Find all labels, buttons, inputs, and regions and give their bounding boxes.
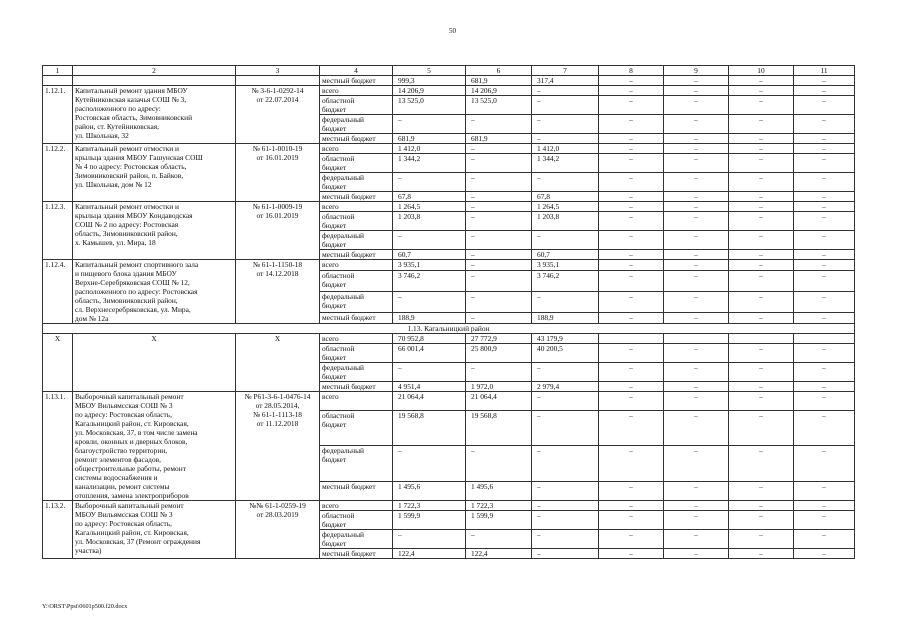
value-cell: 70 952,8 <box>393 334 466 344</box>
value-cell: – <box>729 250 794 260</box>
item-description: Капитальный ремонт спортивного зала и пищевого блока здания МБОУ Верхне-Серебряковская СОШ № 12, расположенного по адресу: Ростовская область, Зимовниковский район, сл. Верхнесеребряковская, ул. Мира, дом № 12а <box>73 260 236 324</box>
value-cell: – <box>729 549 794 559</box>
value-cell: – <box>664 115 729 134</box>
item-description: Капитальный ремонт отмостки и крыльца здания МБОУ Кондаводская СОШ № 2 по адресу: Ростовская область, Зимовниковский район, х. Камышев, ул. Мира, 18 <box>73 202 236 260</box>
value-cell: – <box>466 446 532 482</box>
value-cell: 188,9 <box>393 312 466 323</box>
value-cell: – <box>599 291 664 312</box>
budget-type-label: федеральный бюджет <box>320 446 393 482</box>
value-cell: 122,4 <box>466 549 532 559</box>
value-cell: – <box>466 271 532 292</box>
value-cell: 1 722,3 <box>393 501 466 511</box>
item-description: Капитальный ремонт здания МБОУ Кутейниковская казачья СОШ № 3, расположенного по адресу: Ростовская область, Зимовниковский район, ст. Кутейниковская, ул. Школьная, 32 <box>73 86 236 144</box>
value-cell <box>599 334 664 344</box>
value-cell: 66 001,4 <box>393 344 466 363</box>
value-cell: 19 568,8 <box>393 410 466 446</box>
table-row <box>43 202 855 212</box>
value-cell: 2 979,4 <box>532 382 599 392</box>
value-cell: – <box>466 231 532 250</box>
value-cell: – <box>466 250 532 260</box>
value-cell: – <box>794 482 855 501</box>
value-cell: – <box>664 501 729 511</box>
value-cell: – <box>729 173 794 192</box>
value-cell: – <box>729 501 794 511</box>
value-cell: – <box>794 212 855 231</box>
budget-type-label: всего <box>320 334 393 344</box>
value-cell: – <box>664 173 729 192</box>
value-cell: – <box>599 260 664 271</box>
value-cell: – <box>599 86 664 96</box>
value-cell: – <box>532 173 599 192</box>
value-cell: – <box>532 134 599 144</box>
value-cell: 3 935,1 <box>532 260 599 271</box>
value-cell: 1 264,5 <box>393 202 466 212</box>
budget-table <box>42 65 855 559</box>
value-cell: – <box>794 173 855 192</box>
budget-type-label: всего <box>320 392 393 411</box>
value-cell: – <box>466 363 532 382</box>
value-cell: 3 746,2 <box>532 271 599 292</box>
value-cell: – <box>794 231 855 250</box>
value-cell <box>729 334 794 344</box>
value-cell: – <box>664 482 729 501</box>
value-cell: – <box>599 312 664 323</box>
value-cell: – <box>794 291 855 312</box>
value-cell: – <box>393 446 466 482</box>
value-cell: – <box>532 115 599 134</box>
value-cell: – <box>599 410 664 446</box>
document-reference: № Р61-3-6-1-0476-14 от 28.05.2014, № 61-1-1113-18 от 11.12.2018 <box>236 392 320 501</box>
value-cell: – <box>794 530 855 549</box>
value-cell: 999,3 <box>393 76 466 86</box>
value-cell: – <box>532 501 599 511</box>
budget-type-label: областной бюджет <box>320 212 393 231</box>
value-cell: – <box>393 363 466 382</box>
value-cell: – <box>794 86 855 96</box>
value-cell: – <box>599 549 664 559</box>
value-cell: – <box>599 344 664 363</box>
value-cell: 19 568,8 <box>466 410 532 446</box>
column-header: 3 <box>236 66 320 76</box>
value-cell: – <box>466 115 532 134</box>
budget-type-label: федеральный бюджет <box>320 363 393 382</box>
value-cell: 1 495,6 <box>393 482 466 501</box>
value-cell: – <box>729 392 794 411</box>
value-cell: – <box>466 192 532 202</box>
value-cell: – <box>729 212 794 231</box>
value-cell: 317,4 <box>532 76 599 86</box>
value-cell: – <box>532 96 599 115</box>
column-header: 5 <box>393 66 466 76</box>
value-cell: – <box>729 192 794 202</box>
value-cell: 13 525,0 <box>393 96 466 115</box>
value-cell: – <box>393 530 466 549</box>
value-cell: – <box>794 144 855 154</box>
value-cell: – <box>664 96 729 115</box>
value-cell: – <box>729 260 794 271</box>
value-cell: – <box>794 134 855 144</box>
item-number: 1.12.4. <box>43 260 73 324</box>
table-row <box>43 260 855 271</box>
value-cell: – <box>794 363 855 382</box>
item-number: 1.12.3. <box>43 202 73 260</box>
budget-type-label: федеральный бюджет <box>320 530 393 549</box>
item-number: X <box>43 334 73 392</box>
budget-type-label: местный бюджет <box>320 134 393 144</box>
value-cell: – <box>599 96 664 115</box>
value-cell: – <box>664 134 729 144</box>
value-cell: – <box>466 212 532 231</box>
value-cell: – <box>729 231 794 250</box>
value-cell: 1 412,0 <box>532 144 599 154</box>
value-cell: 13 525,0 <box>466 96 532 115</box>
item-description: Капитальный ремонт отмостки и крыльца здания МБОУ Гашунская СОШ № 4 по адресу: Ростовская область, Зимовниковский район, п. Байков, ул. Школьная, дом № 12 <box>73 144 236 202</box>
budget-type-label: местный бюджет <box>320 192 393 202</box>
value-cell: – <box>794 344 855 363</box>
value-cell: 14 206,9 <box>466 86 532 96</box>
value-cell: – <box>729 363 794 382</box>
value-cell: – <box>664 291 729 312</box>
value-cell: – <box>532 392 599 411</box>
value-cell: 67,8 <box>393 192 466 202</box>
value-cell <box>664 334 729 344</box>
value-cell: – <box>466 260 532 271</box>
value-cell: – <box>532 511 599 530</box>
value-cell: – <box>664 344 729 363</box>
value-cell: 1 599,9 <box>466 511 532 530</box>
value-cell: – <box>466 173 532 192</box>
budget-type-label: областной бюджет <box>320 96 393 115</box>
table-row <box>43 334 855 344</box>
value-cell: – <box>664 192 729 202</box>
value-cell: – <box>664 231 729 250</box>
value-cell: – <box>729 154 794 173</box>
value-cell: 681,9 <box>466 134 532 144</box>
value-cell: 188,9 <box>532 312 599 323</box>
value-cell: 1 412,0 <box>393 144 466 154</box>
value-cell: – <box>729 530 794 549</box>
value-cell: 1 722,3 <box>466 501 532 511</box>
value-cell: – <box>599 271 664 292</box>
value-cell: – <box>393 173 466 192</box>
value-cell: – <box>664 549 729 559</box>
value-cell: – <box>532 549 599 559</box>
column-header: 6 <box>466 66 532 76</box>
value-cell: 67,8 <box>532 192 599 202</box>
budget-type-label: федеральный бюджет <box>320 231 393 250</box>
value-cell: – <box>664 312 729 323</box>
file-path-footer: Y:\ORST\Ppsi\0601p500.f20.docx <box>42 603 128 610</box>
value-cell: – <box>729 115 794 134</box>
budget-type-label: всего <box>320 86 393 96</box>
value-cell: – <box>532 363 599 382</box>
table-row <box>43 76 855 86</box>
item-number: 1.13.1. <box>43 392 73 501</box>
budget-type-label: местный бюджет <box>320 549 393 559</box>
value-cell: – <box>729 482 794 501</box>
budget-type-label: всего <box>320 202 393 212</box>
budget-type-label: всего <box>320 144 393 154</box>
value-cell: 1 599,9 <box>393 511 466 530</box>
column-header: 7 <box>532 66 599 76</box>
value-cell: – <box>729 86 794 96</box>
value-cell: – <box>664 511 729 530</box>
value-cell: 27 772,9 <box>466 334 532 344</box>
value-cell: 60,7 <box>532 250 599 260</box>
value-cell: – <box>599 192 664 202</box>
value-cell: – <box>466 144 532 154</box>
value-cell: – <box>664 410 729 446</box>
value-cell: – <box>664 250 729 260</box>
value-cell: – <box>664 144 729 154</box>
value-cell: – <box>664 392 729 411</box>
value-cell: – <box>794 260 855 271</box>
value-cell: – <box>794 250 855 260</box>
value-cell: 14 206,9 <box>393 86 466 96</box>
value-cell: – <box>729 344 794 363</box>
value-cell: – <box>599 76 664 86</box>
value-cell: – <box>599 134 664 144</box>
value-cell: – <box>664 202 729 212</box>
value-cell: 1 344,2 <box>532 154 599 173</box>
budget-type-label: всего <box>320 260 393 271</box>
table-row <box>43 86 855 96</box>
value-cell: – <box>466 530 532 549</box>
empty-cell <box>43 76 73 86</box>
value-cell: – <box>794 76 855 86</box>
item-description: X <box>73 334 236 392</box>
value-cell: – <box>466 202 532 212</box>
value-cell: – <box>466 154 532 173</box>
value-cell: – <box>729 511 794 530</box>
value-cell: – <box>794 382 855 392</box>
value-cell: – <box>664 212 729 231</box>
value-cell: – <box>532 446 599 482</box>
column-header: 1 <box>43 66 73 76</box>
document-reference: X <box>236 334 320 392</box>
value-cell: – <box>599 511 664 530</box>
value-cell: 4 951,4 <box>393 382 466 392</box>
document-reference: №№ 61-1-0259-19 от 28.03.2019 <box>236 501 320 559</box>
document-reference: № 61-1-0010-19 от 16.01.2019 <box>236 144 320 202</box>
value-cell: – <box>599 115 664 134</box>
value-cell: 1 203,8 <box>532 212 599 231</box>
value-cell: 40 200,5 <box>532 344 599 363</box>
value-cell: 21 064,4 <box>393 392 466 411</box>
value-cell: 122,4 <box>393 549 466 559</box>
page-number: 50 <box>449 27 456 35</box>
budget-type-label: местный бюджет <box>320 382 393 392</box>
empty-cell <box>236 76 320 86</box>
budget-type-label: федеральный бюджет <box>320 173 393 192</box>
budget-type-label: всего <box>320 501 393 511</box>
value-cell: – <box>599 154 664 173</box>
value-cell: – <box>664 363 729 382</box>
value-cell: 43 179,9 <box>532 334 599 344</box>
value-cell: 25 800,9 <box>466 344 532 363</box>
item-number: 1.13.2. <box>43 501 73 559</box>
item-description: Выборочный капитальный ремонт МБОУ Вильямсская СОШ № 3 по адресу: Ростовская область, Кагальницкий район, ст. Кировская, ул. Московская, 37, в том числе замена кровли, оконных и дверных блоков, благоустройство территории, ремонт элементов фасадов, общестроительные работы, ремонт системы водоснабжения и канализации, ремонт системы отопления, замена электроприборов <box>73 392 236 501</box>
document-reference: № 61-1-0009-19 от 16.01.2019 <box>236 202 320 260</box>
budget-type-label: местный бюджет <box>320 312 393 323</box>
value-cell: – <box>664 271 729 292</box>
value-cell: – <box>532 231 599 250</box>
value-cell: 1 203,8 <box>393 212 466 231</box>
value-cell: – <box>599 482 664 501</box>
value-cell: – <box>794 271 855 292</box>
value-cell: – <box>599 530 664 549</box>
value-cell: – <box>664 86 729 96</box>
value-cell: – <box>664 446 729 482</box>
value-cell: 21 064,4 <box>466 392 532 411</box>
column-header: 4 <box>320 66 393 76</box>
value-cell: – <box>599 173 664 192</box>
value-cell: – <box>599 250 664 260</box>
value-cell: 1 264,5 <box>532 202 599 212</box>
column-header: 2 <box>73 66 236 76</box>
value-cell: – <box>664 76 729 86</box>
section-title: 1.13. Кагальницкий район <box>43 324 855 334</box>
value-cell: – <box>794 511 855 530</box>
value-cell: – <box>599 212 664 231</box>
value-cell: – <box>729 202 794 212</box>
column-header: 11 <box>794 66 855 76</box>
value-cell: – <box>794 192 855 202</box>
value-cell: – <box>794 501 855 511</box>
budget-type-label: федеральный бюджет <box>320 115 393 134</box>
table-row <box>43 392 855 411</box>
budget-type-label: местный бюджет <box>320 76 393 86</box>
value-cell: 1 972,0 <box>466 382 532 392</box>
budget-type-label: областной бюджет <box>320 154 393 173</box>
value-cell: – <box>599 144 664 154</box>
value-cell: – <box>794 312 855 323</box>
budget-type-label: местный бюджет <box>320 482 393 501</box>
table-row <box>43 501 855 511</box>
value-cell: 681,9 <box>393 134 466 144</box>
value-cell: – <box>599 363 664 382</box>
budget-type-label: областной бюджет <box>320 511 393 530</box>
header-row <box>43 66 855 76</box>
budget-type-label: местный бюджет <box>320 250 393 260</box>
item-number: 1.12.2. <box>43 144 73 202</box>
value-cell: – <box>729 144 794 154</box>
value-cell: – <box>729 312 794 323</box>
section-row <box>43 324 855 334</box>
value-cell: – <box>664 382 729 392</box>
value-cell: – <box>729 134 794 144</box>
value-cell: – <box>794 410 855 446</box>
value-cell: – <box>599 446 664 482</box>
table-row <box>43 144 855 154</box>
budget-type-label: областной бюджет <box>320 271 393 292</box>
value-cell: – <box>794 115 855 134</box>
value-cell: – <box>664 530 729 549</box>
value-cell: – <box>729 382 794 392</box>
value-cell: – <box>532 86 599 96</box>
budget-type-label: областной бюджет <box>320 344 393 363</box>
value-cell: 681,9 <box>466 76 532 86</box>
value-cell: – <box>794 96 855 115</box>
value-cell: – <box>393 231 466 250</box>
value-cell: – <box>729 410 794 446</box>
column-header: 8 <box>599 66 664 76</box>
value-cell: – <box>729 271 794 292</box>
item-number: 1.12.1. <box>43 86 73 144</box>
value-cell: – <box>794 202 855 212</box>
value-cell: – <box>599 231 664 250</box>
document-reference: № 3-6-1-0292-14 от 22.07.2014 <box>236 86 320 144</box>
value-cell: – <box>599 382 664 392</box>
value-cell: – <box>599 392 664 411</box>
value-cell: 60,7 <box>393 250 466 260</box>
value-cell: 3 935,1 <box>393 260 466 271</box>
value-cell: – <box>794 392 855 411</box>
value-cell: – <box>794 154 855 173</box>
value-cell: – <box>466 312 532 323</box>
budget-type-label: федеральный бюджет <box>320 291 393 312</box>
value-cell: – <box>729 291 794 312</box>
value-cell <box>794 334 855 344</box>
value-cell: – <box>466 291 532 312</box>
value-cell: – <box>532 482 599 501</box>
budget-type-label: областной бюджет <box>320 410 393 446</box>
value-cell: – <box>794 549 855 559</box>
value-cell: – <box>729 76 794 86</box>
document-reference: № 61-1-1150-18 от 14.12.2018 <box>236 260 320 324</box>
value-cell: – <box>599 202 664 212</box>
value-cell: – <box>532 410 599 446</box>
value-cell: – <box>729 96 794 115</box>
value-cell: 3 746,2 <box>393 271 466 292</box>
item-description: Выборочный капитальный ремонт МБОУ Вильямсская СОШ № 3 по адресу: Ростовская область, Кагальницкий район, ст. Кировская, ул. Московская, 37 (Ремонт ограждения участка) <box>73 501 236 559</box>
value-cell: 1 344,2 <box>393 154 466 173</box>
value-cell: 1 495,6 <box>466 482 532 501</box>
value-cell: – <box>532 530 599 549</box>
value-cell: – <box>664 154 729 173</box>
value-cell: – <box>729 446 794 482</box>
value-cell: – <box>794 446 855 482</box>
value-cell: – <box>532 291 599 312</box>
value-cell: – <box>664 260 729 271</box>
column-header: 9 <box>664 66 729 76</box>
column-header: 10 <box>729 66 794 76</box>
empty-cell <box>73 76 236 86</box>
value-cell: – <box>599 501 664 511</box>
value-cell: – <box>393 115 466 134</box>
value-cell: – <box>393 291 466 312</box>
